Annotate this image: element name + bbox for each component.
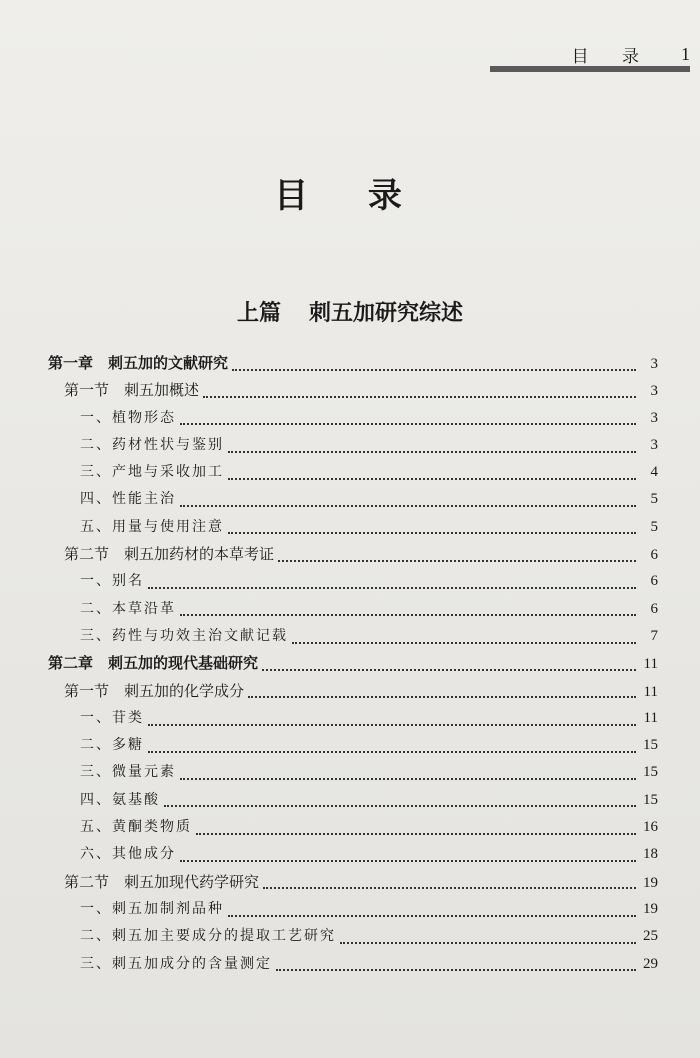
toc-dot-leader [180,852,636,862]
toc-dot-leader [148,743,636,753]
toc-dot-leader [292,634,636,644]
toc-entry-label: 第二章 刺五加的现代基础研究 [48,654,259,673]
toc-dot-leader [278,552,636,562]
toc-dot-leader [340,934,636,944]
toc-page-number: 25 [643,928,658,945]
toc-section-entry[interactable] [48,379,658,406]
toc-dot-leader [228,907,636,917]
toc-chapter-entry[interactable] [48,352,658,379]
toc-page-number: 11 [643,656,658,673]
toc-page-number: 11 [643,709,658,726]
toc-page-number: 4 [650,464,658,481]
toc-entry-label: 三、产地与采收加工 [80,464,224,481]
toc-section-entry[interactable] [48,871,658,898]
toc-entry-label: 一、刺五加制剂品种 [80,900,224,917]
toc-dot-leader [228,470,636,480]
toc-entry-label: 四、性能主治 [80,491,176,508]
toc-dot-leader [180,770,636,780]
toc-page-number: 11 [643,683,658,700]
part-title: 刺五加研究综述 [309,301,464,326]
toc-dot-leader [228,524,636,534]
toc-entry-label: 二、多糖 [80,737,144,754]
toc-entry-label: 二、药材性状与鉴别 [80,436,224,453]
toc-entry-label: 五、黄酮类物质 [80,819,192,836]
toc-dot-leader [203,388,636,398]
toc-entry-label: 第二节 刺五加现代药学研究 [64,872,260,891]
toc-subsection-entry[interactable] [48,461,658,488]
toc-page-number: 3 [650,436,658,453]
running-head-rule [490,66,690,72]
toc-dot-leader [180,606,636,616]
part-label: 上篇 [236,301,281,326]
table-of-contents [48,352,658,980]
toc-entry-label: 第二节 刺五加药材的本草考证 [64,545,275,564]
toc-subsection-entry[interactable] [48,434,658,461]
toc-section-entry[interactable] [48,543,658,570]
toc-page-number: 19 [643,900,658,917]
toc-subsection-entry[interactable] [48,734,658,761]
toc-page-number: 5 [650,518,658,535]
toc-entry-label: 三、微量元素 [80,764,176,781]
toc-page-number: 15 [643,737,658,754]
toc-page-number: 3 [650,383,658,400]
toc-entry-label: 第一章 刺五加的文献研究 [48,354,229,372]
toc-entry-label: 五、用量与使用注意 [80,518,224,535]
toc-dot-leader [248,688,636,698]
toc-page-number: 5 [650,491,658,508]
toc-entry-label: 六、其他成分 [80,846,176,863]
toc-dot-leader [180,497,636,507]
toc-entry-label: 一、别名 [80,573,144,590]
toc-dot-leader [164,797,636,807]
running-head-title: 目 录 [571,46,653,67]
toc-subsection-entry[interactable] [48,843,658,870]
toc-dot-leader [180,415,636,425]
toc-subsection-entry[interactable] [48,707,658,734]
toc-page-number: 18 [643,846,658,863]
toc-page-number: 15 [643,791,658,808]
running-head [490,42,690,66]
toc-entry-label: 三、药性与功效主治文献记载 [80,627,288,644]
toc-entry-label: 三、刺五加成分的含量测定 [80,955,272,972]
toc-subsection-entry[interactable] [48,953,658,980]
toc-dot-leader [228,443,636,453]
toc-page-number: 16 [643,819,658,836]
toc-dot-leader [196,825,636,835]
toc-entry-label: 第一节 刺五加概述 [64,381,200,400]
toc-subsection-entry[interactable] [48,789,658,816]
page-title: 目 录 [274,176,426,216]
running-head-page-number: 1 [681,43,690,64]
toc-entry-label: 二、刺五加主要成分的提取工艺研究 [80,928,336,945]
toc-subsection-entry[interactable] [48,925,658,952]
toc-subsection-entry[interactable] [48,598,658,625]
toc-entry-label: 一、植物形态 [80,409,176,426]
toc-page-number: 6 [650,547,658,564]
toc-chapter-entry[interactable] [48,652,658,679]
toc-dot-leader [263,879,636,889]
toc-subsection-entry[interactable] [48,898,658,925]
toc-entry-label: 四、氨基酸 [80,791,160,808]
toc-subsection-entry[interactable] [48,516,658,543]
toc-page-number: 6 [650,573,658,590]
toc-subsection-entry[interactable] [48,761,658,788]
toc-subsection-entry[interactable] [48,816,658,843]
toc-page-number: 29 [643,955,658,972]
toc-dot-leader [262,661,636,671]
toc-dot-leader [148,716,636,726]
toc-entry-label: 二、本草沿革 [80,600,176,617]
part-heading [0,296,700,327]
toc-dot-leader [232,361,636,371]
toc-dot-leader [148,579,636,589]
toc-subsection-entry[interactable] [48,570,658,597]
toc-page-number: 6 [650,600,658,617]
toc-section-entry[interactable] [48,680,658,707]
toc-dot-leader [276,961,636,971]
toc-subsection-entry[interactable] [48,625,658,652]
toc-page-number: 3 [650,409,658,426]
toc-entry-label: 第一节 刺五加的化学成分 [64,681,245,700]
toc-page-number: 3 [650,356,658,372]
toc-subsection-entry[interactable] [48,407,658,434]
toc-page-number: 7 [650,627,658,644]
toc-entry-label: 一、苷类 [80,709,144,726]
toc-page-number: 15 [643,764,658,781]
toc-subsection-entry[interactable] [48,488,658,515]
toc-page-number: 19 [643,874,658,891]
